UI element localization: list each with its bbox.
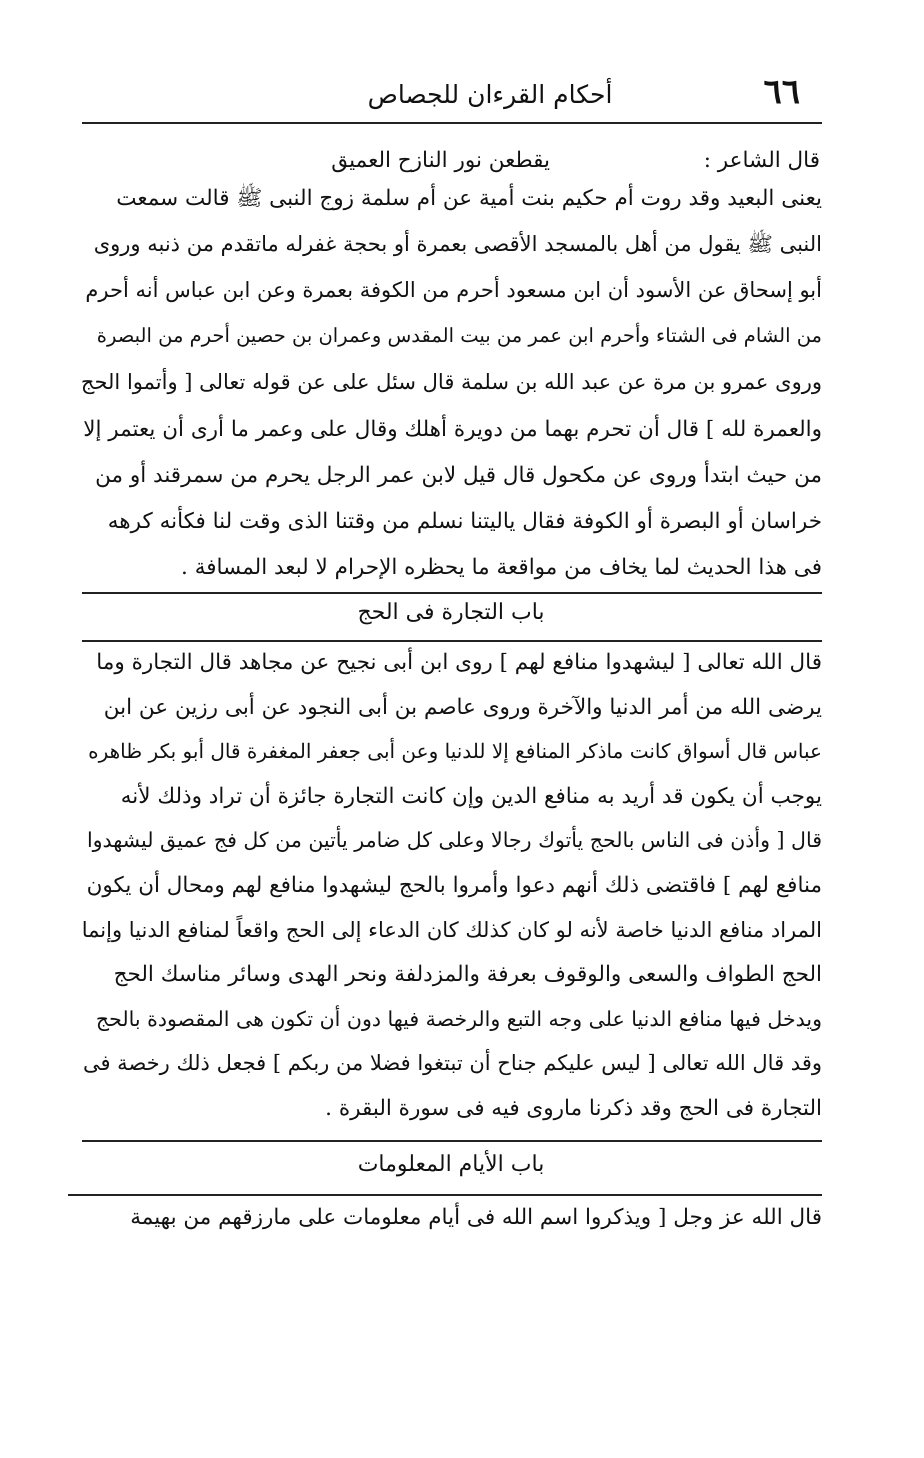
text-line: قال الله تعالى [ ليشهدوا منافع لهم ] روى ابن أبى نجيح عن مجاهد قال التجارة وما (96, 650, 822, 675)
chapter-2-top-rule (82, 1140, 822, 1142)
text-line: منافع لهم ] فاقتضى ذلك أنهم دعوا وأمروا بالحج ليشهدوا منافع لهم ومحال أن يكون (86, 873, 822, 898)
text-line: والعمرة لله ] قال أن تحرم بهما من دويرة أهلك وقال على وعمر ما أرى أن يعتمر إلا (83, 416, 822, 442)
page-number: ٦٦ (763, 72, 800, 112)
text-line: عباس قال أسواق كانت ماذكر المنافع إلا للدنيا وعن أبى جعفر المغفرة قال أبو بكر ظاهره (88, 739, 822, 764)
text-line: خراسان أو البصرة أو الكوفة فقال ياليتنا نسلم من وقتنا الذى وقت لنا فكأنه كرهه (107, 509, 822, 535)
text-line: وقد قال الله تعالى [ ليس عليكم جناح أن تبتغوا فضلا من ربكم ] فجعل ذلك رخصة فى (82, 1051, 822, 1076)
text-line: المراد منافع الدنيا خاصة لأنه لو كان كذلك كان الدعاء إلى الحج واقعاً لمنافع الدنيا وإنما (81, 917, 822, 942)
page-header (80, 70, 820, 120)
text-line: وروى عمرو بن مرة عن عبد الله بن سلمة قال سئل على عن قوله تعالى [ وأتموا الحج (80, 370, 822, 395)
text-line: من الشام فى الشتاء وأحرم ابن عمر من بيت المقدس وعمران بن حصين أحرم من البصرة (96, 323, 822, 347)
text-line: يعنى البعيد وقد روت أم حكيم بنت أمية عن أم سلمة زوج النبى ﷺ قالت سمعت (116, 186, 822, 211)
text-line: النبى ﷺ يقول من أهل بالمسجد الأقصى بعمرة أو بحجة غفرله ماتقدم من ذنبه وروى (93, 232, 822, 257)
text-line: الحج الطواف والسعى والوقوف بعرفة والمزدلفة ونحر الهدى وسائر مناسك الحج (113, 962, 822, 988)
text-line: أبو إسحاق عن الأسود أن ابن مسعود أحرم من الكوفة بعمرة وعن ابن عباس أنه أحرم (85, 277, 822, 302)
text-line: قال [ وأذن فى الناس بالحج يأتوك رجالا وعلى كل ضامر يأتين من كل فج عميق ليشهدوا (86, 828, 822, 853)
text-line: ويدخل فيها منافع الدنيا على وجه التبع والرخصة فيها دون أن تكون هى المقصودة بالحج (95, 1006, 822, 1031)
text-line: من حيث ابتدأ وروى عن مكحول قال قيل لابن عمر الرجل يحرم من سمرقند أو من (95, 462, 822, 488)
poem-verse: يقطعن نور النازح العميق (331, 148, 550, 173)
chapter-1-bottom-rule (82, 640, 822, 642)
running-title: أحكام القرءان للجصاص (367, 80, 613, 109)
header-rule (82, 122, 822, 124)
chapter-2-title: باب الأيام المعلومات (357, 1152, 545, 1177)
chapter-1-top-rule (82, 592, 822, 594)
text-line: التجارة فى الحج وقد ذكرنا ماروى فيه فى سورة البقرة . (325, 1096, 822, 1121)
text-line: فى هذا الحديث لما يخاف من مواقعة ما يحظره الإحرام لا لبعد المسافة . (181, 555, 822, 581)
text-line: يرضى الله من أمر الدنيا والآخرة وروى عاصم بن أبى النجود عن أبى رزين عن ابن (103, 694, 822, 720)
text-line: قال الله عز وجل [ ويذكروا اسم الله فى أيام معلومات على مارزقهم من بهيمة (130, 1205, 822, 1230)
chapter-2-bottom-rule (68, 1194, 822, 1196)
poem-line (78, 148, 820, 184)
poet-label: قال الشاعر : (703, 148, 820, 173)
text-line: يوجب أن يكون قد أريد به منافع الدين وإن كانت التجارة جائزة أن تراد وذلك لأنه (120, 783, 822, 809)
chapter-1-title: باب التجارة فى الحج (357, 600, 545, 625)
